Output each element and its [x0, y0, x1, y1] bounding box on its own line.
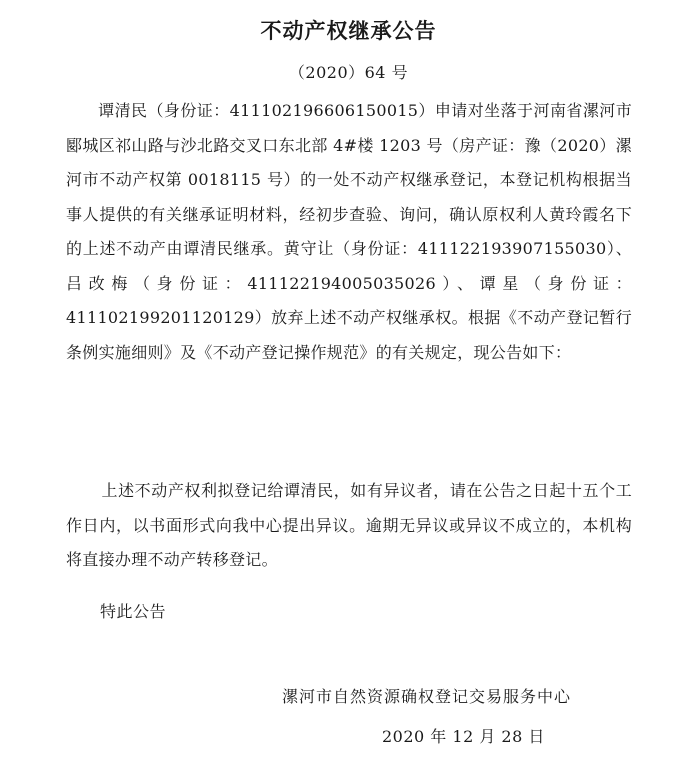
notice-paragraph-1	[66, 94, 632, 370]
notice-title: 不动产权继承公告	[260, 18, 437, 43]
document-number: （2020）64 号	[288, 63, 409, 82]
closing-remark: 特此公告	[100, 602, 167, 621]
issue-date: 2020 年 12 月 28 日	[382, 727, 545, 746]
notice-paragraph-2	[66, 474, 632, 578]
issuer-name: 漯河市自然资源确权登记交易服务中心	[282, 687, 572, 706]
paragraph-2-text: 上述不动产权利拟登记给谭清民，如有异议者，请在公告之日起十五个工作日内，以书面形式向我中心提出异议。逾期无异议或异议不成立的，本机构将直接办理不动产转移登记。	[66, 481, 632, 569]
paragraph-1-text: 谭清民（身份证：411102196606150015）申请对坐落于河南省漯河市郾城区祁山路与沙北路交叉口东北部 4#楼 1203 号（房产证：豫（2020）漯河市不动产权第 0018115 号）的一处不动产权继承登记，本登记机构根据当事人提供的有关继承证明材料，经初步查验、询问，确认原权利人黄玲霞名下的上述不动产由谭清民继承。黄守让（身份证：411122193907155030）、吕改梅（身份证：411122194005035026）、谭星（身份证：411102199201120129）放弃上述不动产权继承权。根据《不动产登记暂行条例实施细则》及《不动产登记操作规范》的有关规定，现公告如下：	[66, 101, 632, 362]
